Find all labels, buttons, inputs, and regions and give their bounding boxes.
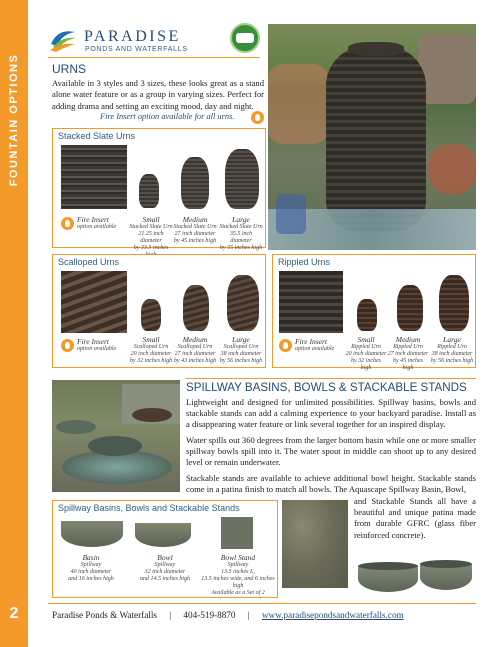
footer	[52, 610, 476, 624]
bowl-stand-image	[221, 517, 253, 549]
bowl-image	[135, 523, 191, 547]
scalloped-small-caption: Small Scalloped Urn 20 inch diameter by 32 inches high	[129, 335, 173, 364]
footer-phone: 404-519-8870	[183, 610, 236, 620]
page-number: 2	[9, 605, 19, 622]
spillway-paragraph-3a: Stackable stands are available to achieve additional bowl height. Stackable stands come in a patina finish to match all bowls. The Aquascape Spillway Basin, Bowl,	[186, 473, 476, 495]
spillway-box-title: Spillway Basins, Bowls and Stackable Stands	[58, 503, 240, 513]
spillway-paragraph-1: Lightweight and designed for unlimited possibilities. Spillway basins, bowls and stackable stands can add a calming experience to your backyard paradise. Install as a disappearing water feature or link several together for an inspired display.	[186, 397, 476, 430]
rippled-fire-caption: Fire Insert option available	[295, 337, 335, 352]
urns-title: URNS	[52, 62, 87, 76]
rippled-large-caption: Large Rippled Urn 38 inch diameter by 56 inches high	[430, 335, 474, 364]
slate-texture-swatch	[61, 145, 127, 209]
large-slate-urn	[225, 149, 259, 209]
medium-slate-urn	[181, 157, 209, 209]
medium-scalloped-urn	[183, 285, 209, 331]
rippled-title: Rippled Urns	[278, 257, 331, 267]
large-scalloped-urn	[227, 275, 259, 331]
spillway-paragraph-2: Water spills out 360 degrees from the larger bottom basin while one or more smaller spillway bowls spill into it. The water spout in middle can shoot up to any desired level or remain underwater.	[186, 435, 476, 468]
medium-rippled-urn	[397, 285, 423, 331]
swirl-logo-icon	[48, 26, 78, 52]
spillway-paragraph-3b: and Stackable Stands all have a beautiful and unique patina made from durable GFRC (glass fiber reinforced concrete).	[354, 496, 476, 540]
stacked-fire-caption: Fire Insert option available	[77, 215, 117, 230]
footer-website-link[interactable]: www.paradisepondsandwaterfalls.com	[261, 610, 404, 620]
large-rippled-urn	[439, 275, 469, 331]
sidebar-label: FOUNTAIN OPTIONS	[8, 53, 20, 187]
scalloped-box	[52, 254, 266, 368]
bowl-stand-caption: Bowl Stand Spillway 13.5 inches L, 13.5 inches wide, and 6 inches high Available as a Set of 2	[201, 553, 275, 596]
rippled-medium-caption: Medium Rippled Urn 27 inch diameter by 45 inches high	[387, 335, 429, 371]
small-scalloped-urn	[141, 299, 161, 331]
urns-title-rule	[48, 57, 260, 58]
patina-swatch	[282, 500, 348, 588]
rippled-fire-icon	[279, 339, 292, 352]
urns-fire-note: Fire Insert option available for all urns.	[100, 112, 235, 121]
spillway-title-rule	[186, 378, 476, 379]
scalloped-title: Scalloped Urns	[58, 257, 120, 267]
scalloped-medium-caption: Medium Scalloped Urn 27 inch diameter by 43 inches high	[173, 335, 217, 364]
rippled-box	[272, 254, 476, 371]
spillway-photo	[52, 380, 180, 492]
urns-intro: Available in 3 styles and 3 sizes, these looks great as a stand alone water feature or as a group in varying sizes. Perfect for adding drama and setting an exciting mood, day and night.	[52, 78, 264, 111]
footer-company: Paradise Ponds & Waterfalls	[52, 610, 157, 620]
scalloped-texture-swatch	[61, 271, 127, 333]
spillway-bowls-photo	[352, 552, 476, 598]
fire-icon	[251, 111, 264, 124]
stacked-fire-icon	[61, 217, 74, 230]
footer-sep: |	[169, 610, 172, 620]
certified-badge	[230, 23, 260, 53]
spillway-products-box	[52, 500, 278, 598]
brand-tagline: PONDS AND WATERFALLS	[85, 46, 188, 53]
scalloped-fire-icon	[61, 339, 74, 352]
stacked-large-caption: Large Stacked Slate Urn 35.5 inch diameter by 55 inches high	[219, 215, 263, 251]
stacked-medium-caption: Medium Stacked Slate Urn 27 inch diameter by 45 inches high	[173, 215, 217, 244]
small-slate-urn	[139, 174, 159, 208]
footer-sep-2: |	[247, 610, 250, 620]
stacked-slate-box	[52, 128, 266, 251]
rippled-small-caption: Small Rippled Urn 20 inch diameter by 32 inches high	[345, 335, 387, 371]
scalloped-fire-caption: Fire Insert option available	[77, 337, 117, 352]
basin-image	[61, 521, 123, 547]
stacked-small-caption: Small Stacked Slate Urn 21.25 inch diameter by 33.5 inches	[129, 215, 173, 251]
scalloped-large-caption: Large Scalloped Urn 38 inch diameter by 56 inches high	[219, 335, 263, 364]
brand-name: PARADISE	[84, 28, 181, 45]
spillway-title: SPILLWAY BASINS, BOWLS & STACKABLE STANDS	[186, 381, 467, 394]
small-rippled-urn	[357, 299, 377, 331]
footer-rule	[48, 603, 476, 604]
urn-hero-photo	[268, 24, 476, 250]
bowl-caption: Bowl Spillway 32 inch diameter and 14.5 inches high	[140, 553, 190, 582]
basin-caption: Basin Spillway 40 inch diameter and 16 inches high	[68, 553, 114, 582]
brand-logo	[48, 26, 78, 52]
rippled-texture-swatch	[279, 271, 343, 333]
stacked-slate-title: Stacked Slate Urns	[58, 131, 136, 141]
